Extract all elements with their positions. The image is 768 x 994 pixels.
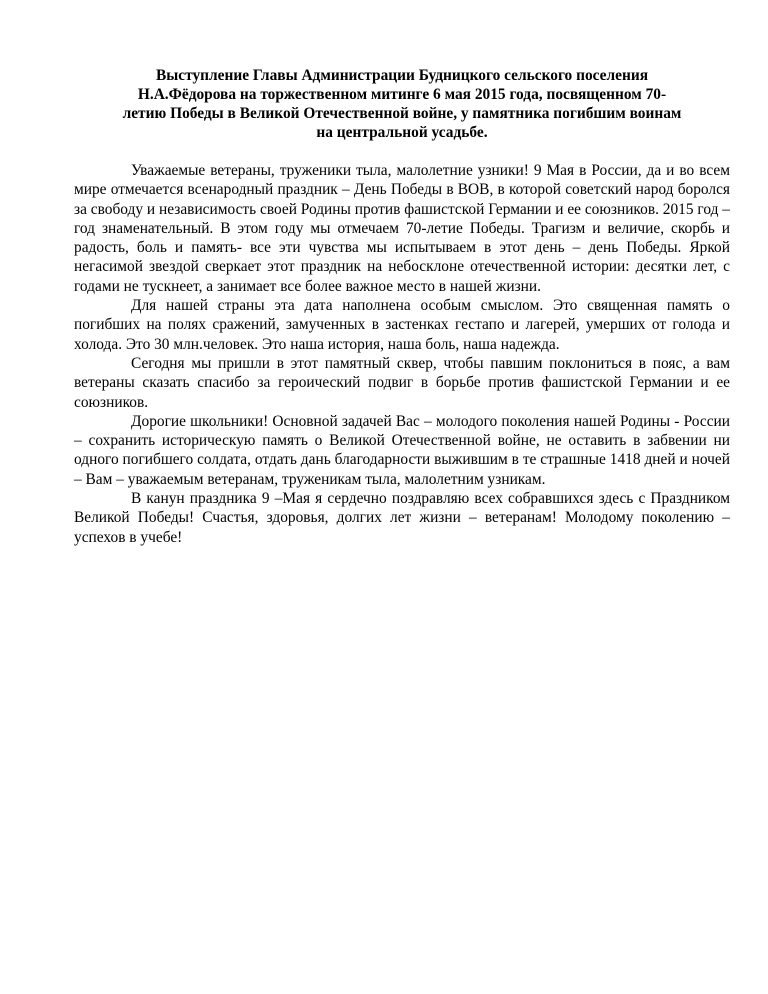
document-title <box>74 66 730 142</box>
paragraph-memorial: Сегодня мы пришли в этот памятный сквер, чтобы павшим поклониться в пояс, а вам ветераны сказать спасибо за героический подвиг в борьбе против фашистской Германии и ее союзников. <box>74 354 730 411</box>
paragraph-meaning: Для нашей страны эта дата наполнена особым смыслом. Это священная память о погибших на полях сражений, замученных в застенках гестапо и лагерей, умерших от голода и холода. Это 30 млн.человек. Это наша история, наша боль, наша надежда. <box>74 297 730 353</box>
title-line: Н.А.Фёдорова на торжественном митинге 6 мая 2015 года, посвященном 70- <box>137 86 667 103</box>
paragraph-greeting: Уважаемые ветераны, труженики тыла, малолетние узники! 9 Мая в России, да и во всем мире отмечается всенародный праздник – День Победы в ВОВ, в которой советский народ боролся за свободу и независимость своей Родины против фашистской Германии и ее союзников. 2015 год – год знаменательный. В этом году мы отмечаем 70-летие Победы. Трагизм и величие, скорбь и радость, боль и память- все эти чувства мы испытываем в этот день – день Победы. Яркой негасимой звездой сверкает этот праздник на небосклоне отечественной истории: десятки лет, с годами не тускнеет, а занимает все более важное место в нашей жизни. <box>74 162 730 295</box>
document-page <box>74 66 730 547</box>
paragraph-congratulations: В канун праздника 9 –Мая я сердечно поздравляю всех собравшихся здесь с Праздником Великой Победы! Счастья, здоровья, долгих лет жизни – ветеранам! Молодому поколению – успехов в учебе! <box>74 490 730 546</box>
title-line: Выступление Главы Администрации Будницкого сельского поселения <box>155 67 649 84</box>
title-line: на центральной усадьбе. <box>316 124 488 141</box>
title-line: летию Победы в Великой Отечественной войне, у памятника погибшим воинам <box>122 105 682 122</box>
paragraph-schoolchildren: Дорогие школьники! Основной задачей Вас – молодого поколения нашей Родины - России – сохранить историческую память о Великой Отечественной войне, не оставить в забвении ни одного погибшего солдата, отдать дань благодарности выжившим в те страшные 1418 дней и ночей – Вам – уважаемым ветеранам, труженикам тыла, малолетним узникам. <box>74 412 730 488</box>
